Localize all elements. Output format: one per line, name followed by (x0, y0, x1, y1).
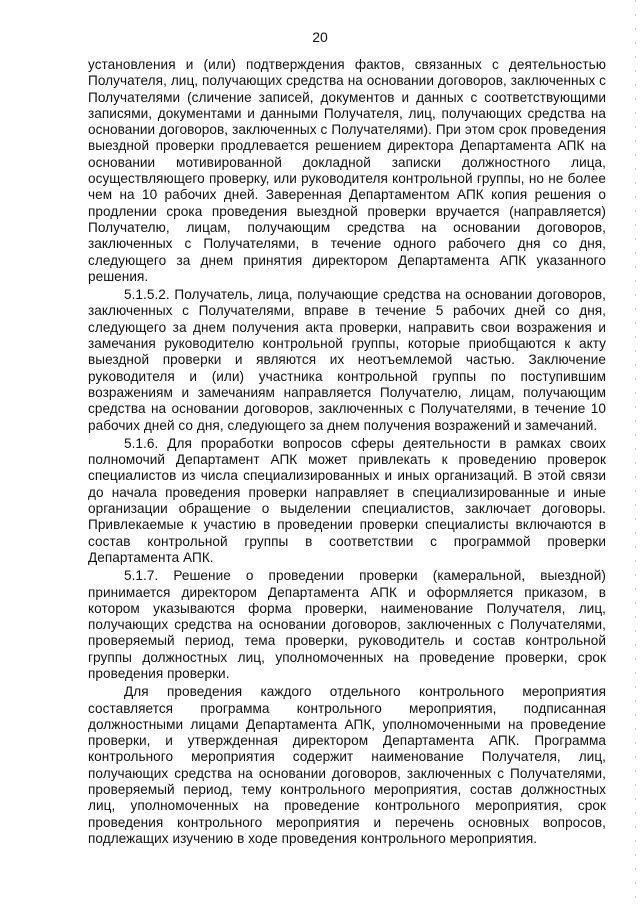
paragraph-5-1-5-2: 5.1.5.2. Получатель, лица, получающие средства на основании договоров, заключенных с Получателями, вправе в течение 5 рабочих дней со дня, следующего за днем получения акта проверки, направить свои возражения и замечания руководителю контрольной группы, которые приобщаются к акту выездной проверки и являются их неотъемлемой частью. Заключение руководителя и (или) участника контрольной группы по поступившим возражениям и замечаниям направляется Получателю, лицам, получающим средства на основании договоров, заключенных с Получателями, в течение 10 рабочих дней со дня, следующего за днем получения возражений и замечаний. (88, 287, 606, 433)
document-body (88, 57, 606, 847)
paragraph-program: Для проведения каждого отдельного контрольного мероприятия составляется программа контрольного мероприятия, подписанная должностными лицами Департамента АПК, уполномоченными на проведение проверки, и утвержденная директором Департамента АПК. Программа контрольного мероприятия содержит наименование Получателя, лиц, получающих средства на основании договоров, заключенных с Получателями, проверяемый период, тему контрольного мероприятия, состав должностных лиц, уполномоченных на проведение контрольного мероприятия, срок проведения контрольного мероприятия и перечень основных вопросов, подлежащих изучению в ходе проведения контрольного мероприятия. (88, 684, 606, 846)
paragraph-5-1-7: 5.1.7. Решение о проведении проверки (камеральной, выездной) принимается директором Департамента АПК и оформляется приказом, в котором указываются форма проверки, наименование Получателя, лиц, получающих средства на основании договоров, заключенных с Получателями, проверяемый период, тема проверки, руководитель и состав контрольной группы должностных лиц, уполномоченных на проведение проверки, срок проведения проверки. (88, 568, 606, 681)
paragraph-5-1-6: 5.1.6. Для проработки вопросов сферы деятельности в рамках своих полномочий Департамент АПК может привлекать к проведению проверок специалистов из числа специализированных и иных организаций. В этой связи до начала проведения проверки направляет в специализированные и иные организации обращение о выделении специалистов, заключает договоры. Привлекаемые к участию в проведении проверки специалисты включаются в состав контрольной группы в соответствии с программой проверки Департамента АПК. (88, 435, 606, 565)
scan-edge-mark (635, 0, 636, 905)
page-number: 20 (312, 29, 328, 45)
paragraph-continuation: установления и (или) подтверждения фактов, связанных с деятельностью Получателя, лиц, получающих средства на основании договоров, заключенных с Получателями (сличение записей, документов и данных с соответствующими записями, документами и данными Получателя, лиц, получающих средства на основании договоров, заключенных с Получателями). При этом срок проведения выездной проверки продлевается решением директора Департамента АПК на основании мотивированной докладной записки должностного лица, осуществляющего проверку, или руководителя контрольной группы, но не более чем на 10 рабочих дней. Заверенная Департаментом АПК копия решения о продлении срока проведения выездной проверки вручается (направляется) Получателю, лицам, получающим средства на основании договоров, заключенных с Получателями, в течение одного рабочего дня со дня, следующего за днем принятия директором Департамента АПК указанного решения. (88, 57, 606, 284)
